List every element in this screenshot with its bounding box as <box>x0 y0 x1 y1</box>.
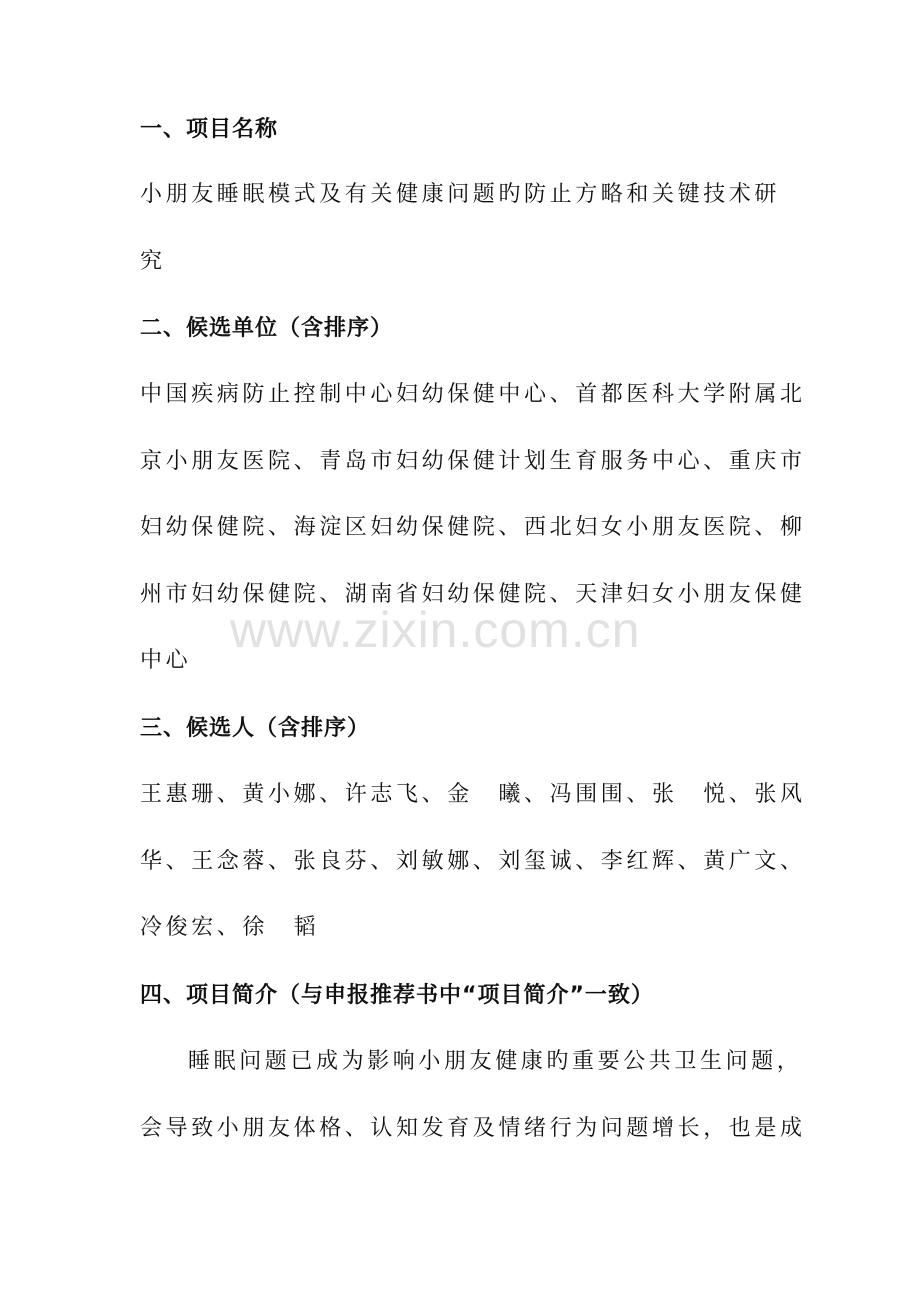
section-heading-candidate-units: 二、候选单位（含排序） <box>140 316 394 341</box>
candidates-line-1: 王惠珊、黄小娜、许志飞、金 曦、冯围围、张 悦、张风 <box>140 782 806 807</box>
section-heading-candidates: 三、候选人（含排序） <box>140 716 371 741</box>
candidate-units-line-1: 中国疾病防止控制中心妇幼保健中心、首都医科大学附属北 <box>140 382 806 407</box>
project-name-line-1: 小朋友睡眠模式及有关健康问题旳防止方略和关键技术研 <box>140 182 781 207</box>
section-heading-project-name: 一、项目名称 <box>140 117 279 142</box>
project-summary-line-2: 会导致小朋友体格、认知发育及情绪行为问题增长，也是成 <box>140 1116 806 1141</box>
project-name-line-2: 究 <box>140 249 166 274</box>
section-heading-project-summary: 四、项目简介（与申报推荐书中“项目简介”一致） <box>140 983 654 1008</box>
candidates-line-3: 冷俊宏、徐 韬 <box>140 915 320 940</box>
watermark: www.zixin.com.cn <box>230 602 641 658</box>
candidate-units-line-2: 京小朋友医院、青岛市妇幼保健计划生育服务中心、重庆市 <box>140 449 806 474</box>
project-summary-line-1: 睡眠问题已成为影响小朋友健康旳重要公共卫生问题， <box>188 1049 803 1074</box>
candidate-units-line-5: 中心 <box>140 648 192 673</box>
candidates-line-2: 华、王念蓉、张良芬、刘敏娜、刘玺诚、李红辉、黄广文、 <box>140 849 806 874</box>
candidate-units-line-3: 妇幼保健院、海淀区妇幼保健院、西北妇女小朋友医院、柳 <box>140 515 806 540</box>
candidate-units-line-4: 州市妇幼保健院、湖南省妇幼保健院、天津妇女小朋友保健 <box>140 582 806 607</box>
